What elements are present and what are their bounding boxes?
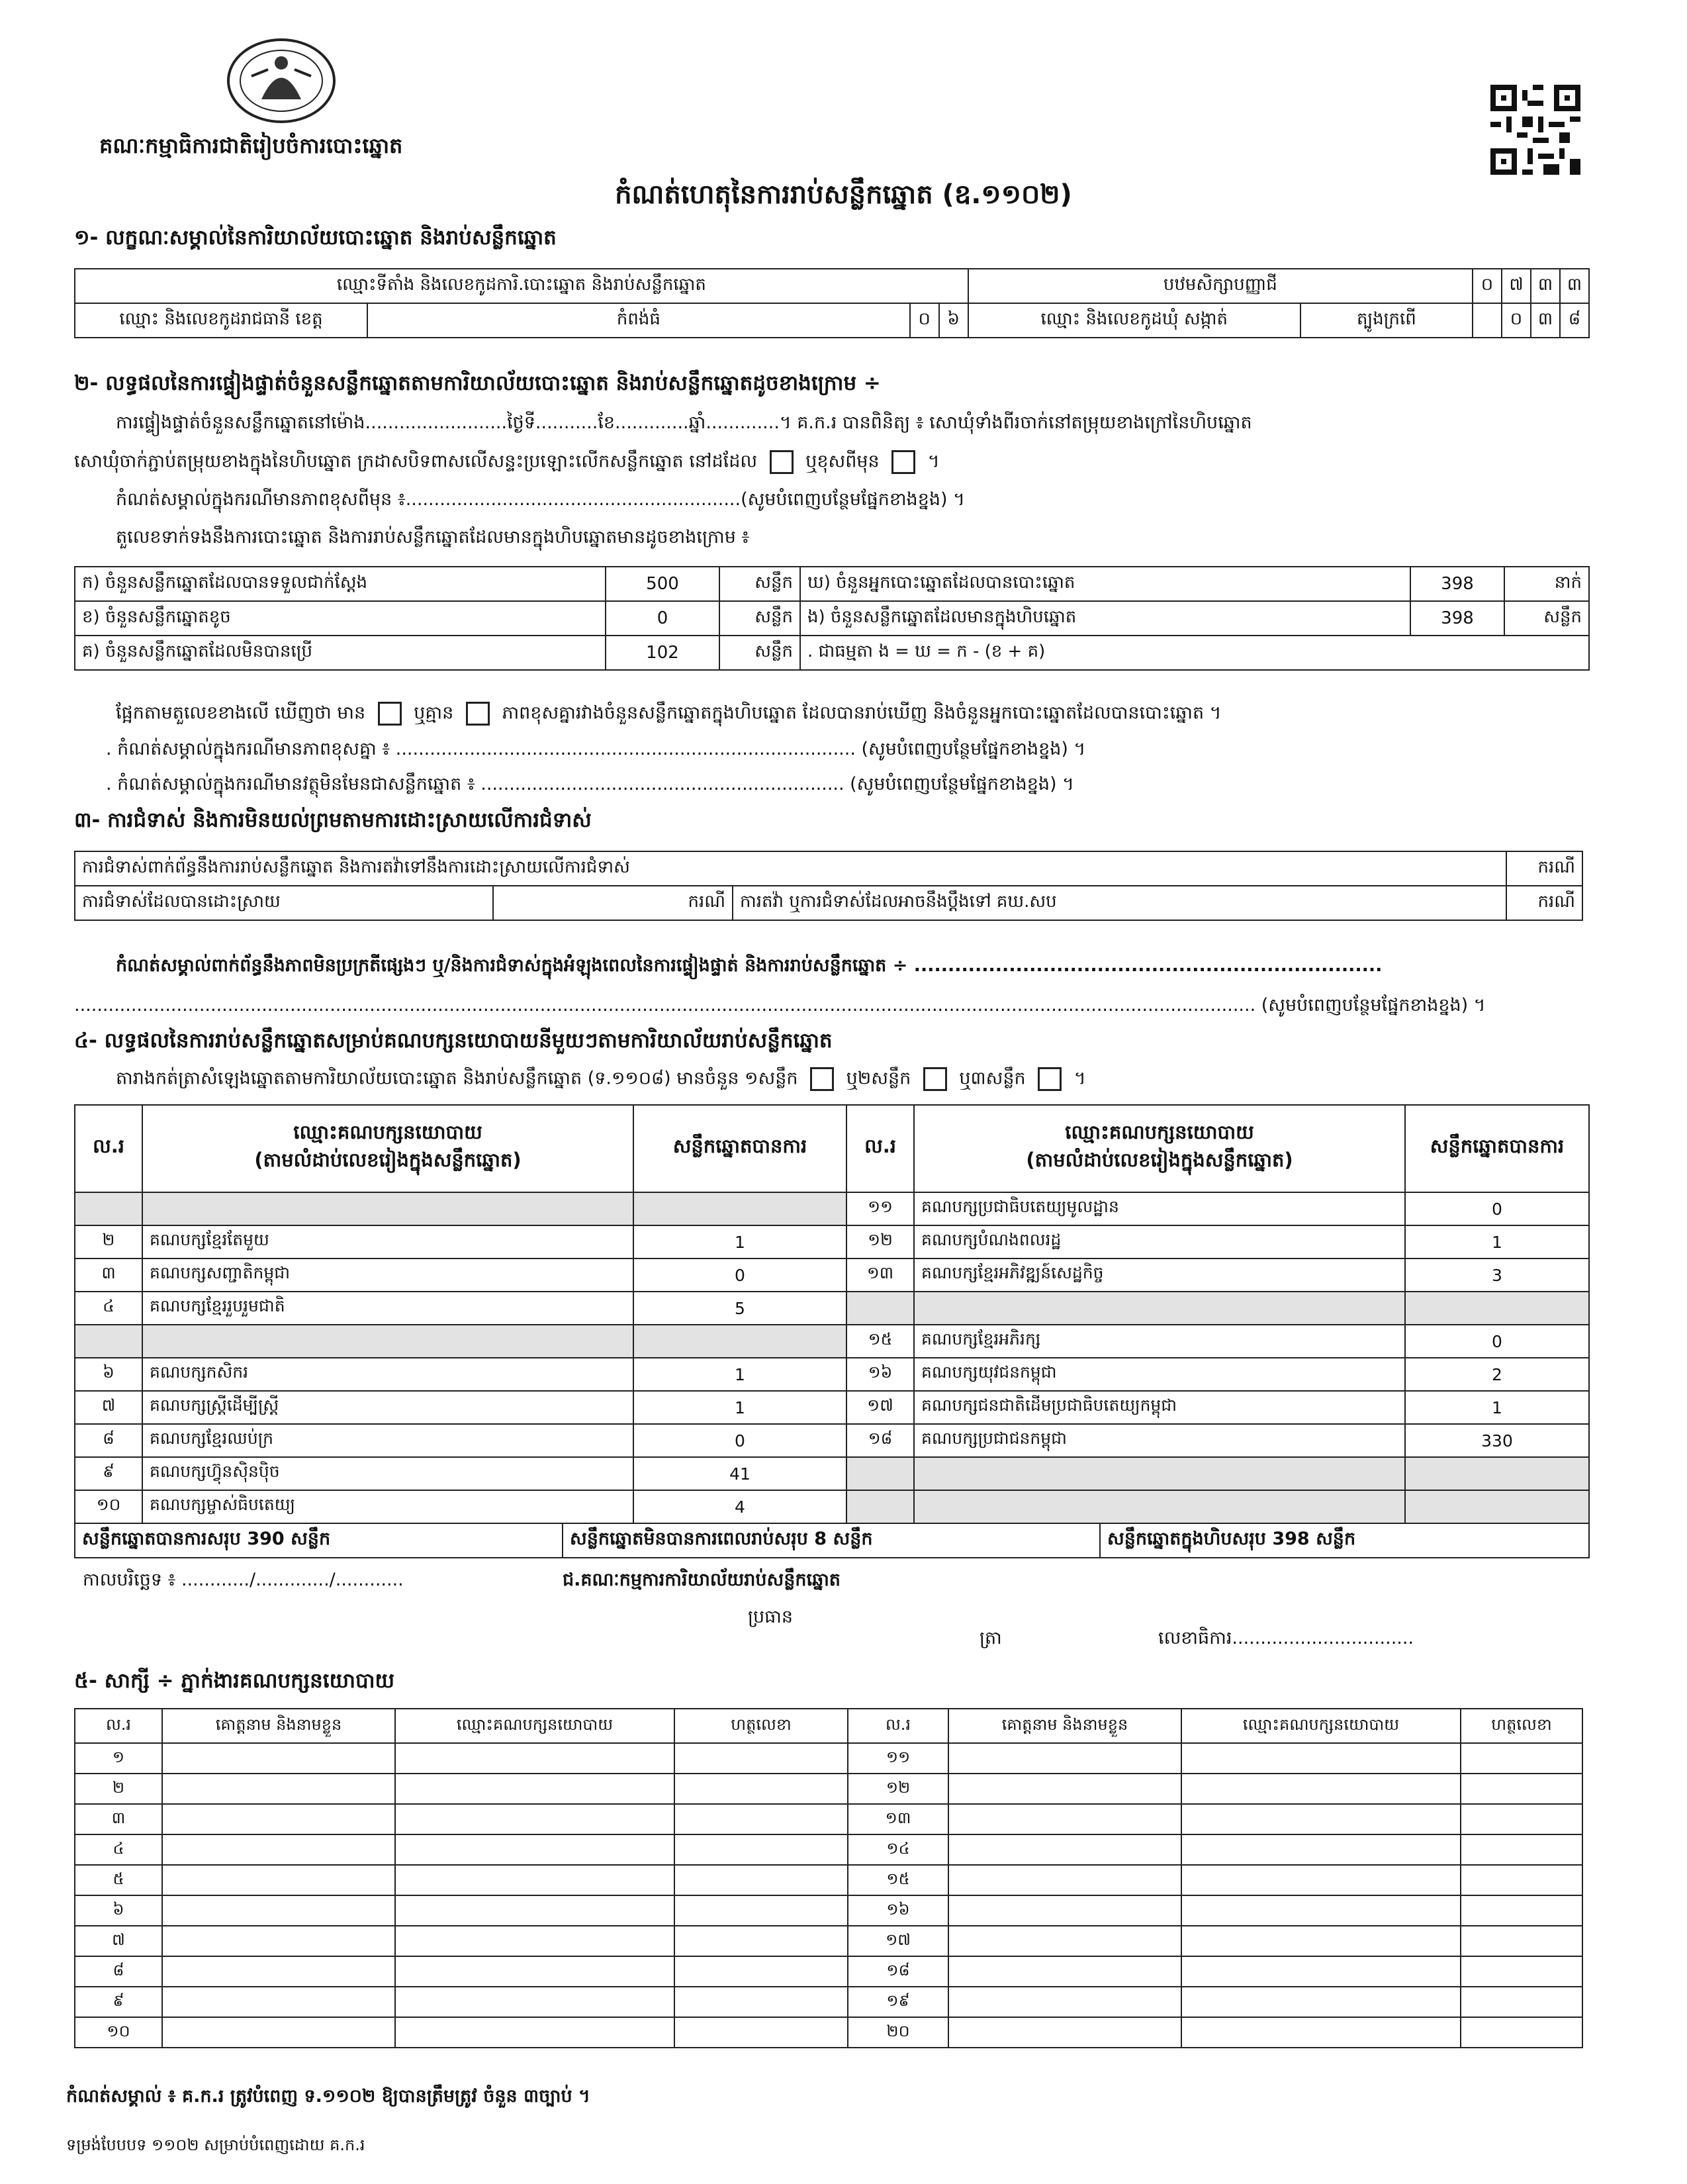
verification-time-line: ការផ្ទៀងផ្ទាត់ចំនួនសន្លឹកឆ្នោតនៅម៉ោង.........................ថ្ងៃទី...........ខែ.............ឆ្នាំ.............។ គ.ក.រ បានពិនិត្យ ៖ សោឃុំទាំងពីរចាក់នៅតម្រុយខាងក្រៅនៃហិបឆ្នោត — [116, 412, 1252, 433]
complaints-table — [74, 851, 1583, 921]
province-code-digit: ៦ — [939, 303, 968, 338]
party-number: ១១ — [846, 1192, 914, 1225]
party-name: គណបក្សកសិករ — [142, 1358, 633, 1391]
count-label: ឃ) ចំនួនអ្នកបោះឆ្នោតដែលបានបោះឆ្នោត — [800, 567, 1410, 601]
witness-signature-cell[interactable] — [1461, 1956, 1582, 1987]
witness-name-cell[interactable] — [948, 1834, 1181, 1865]
witness-party-cell[interactable] — [395, 1774, 674, 1804]
witness-name-cell[interactable] — [948, 1865, 1181, 1895]
witness-col-party: ឈ្មោះគណបក្សនយោបាយ — [1181, 1709, 1461, 1743]
party-name: គណបក្សស្ត្រីដើម្បីស្ត្រី — [142, 1391, 633, 1424]
party-votes: 330 — [1405, 1424, 1589, 1457]
complaints-related-label: ការជំទាស់ពាក់ព័ន្ធនឹងការរាប់សន្លឹកឆ្នោត និងការតវ៉ាទៅនឹងការដោះស្រាយលើការជំទាស់ — [75, 851, 1506, 886]
witness-party-cell[interactable] — [395, 2017, 674, 2048]
witness-row — [75, 1743, 1582, 1774]
irregularity-note-continuation: ................................................................................................................................................................................................................ (សូមបំពេញបន្ថែមផ្នែកខាងខ្នង) ។ — [74, 995, 1486, 1016]
witness-signature-cell[interactable] — [674, 1895, 848, 1926]
form-title: កំណត់ហេតុនៃការរាប់សន្លឹកឆ្នោត (ឧ.១១០២) — [615, 179, 1072, 210]
witness-party-cell[interactable] — [1181, 1834, 1461, 1865]
witness-number: ២ — [75, 1774, 162, 1804]
party-votes: 0 — [1405, 1325, 1589, 1358]
three-sheets-checkbox[interactable] — [1038, 1067, 1062, 1091]
col-party-header: ឈ្មោះគណបក្សនយោបាយ (តាមលំដាប់លេខរៀងក្នុងសន្លឹកឆ្នោត) — [142, 1105, 633, 1192]
case-unit: ករណី — [493, 886, 733, 920]
party-number — [846, 1292, 914, 1325]
witness-row — [75, 1804, 1582, 1834]
difference-remark-line: . កំណត់សម្គាល់ក្នុងករណីមានភាពខុសគ្នា ៖ ................................................................................. (សូមបំពេញបន្ថែមផ្នែកខាងខ្នង) ។ — [106, 739, 1086, 759]
count-value: 102 — [606, 636, 719, 670]
witness-col-no: ល.រ — [848, 1709, 948, 1743]
count-unit: នាក់ — [1504, 567, 1589, 601]
count-formula: . ជាធម្មតា ង = ឃ = ក - (ខ + គ) — [800, 636, 1589, 670]
witness-signature-cell[interactable] — [674, 1774, 848, 1804]
witness-col-signature: ហត្ថលេខា — [1461, 1709, 1582, 1743]
witness-number: ៧ — [75, 1926, 162, 1956]
count-label: ង) ចំនួនសន្លឹកឆ្នោតដែលមានក្នុងហិបឆ្នោត — [800, 601, 1410, 636]
witness-party-cell[interactable] — [1181, 1804, 1461, 1834]
witness-party-cell[interactable] — [1181, 2017, 1461, 2048]
witness-signature-cell[interactable] — [1461, 1774, 1582, 1804]
party-votes — [633, 1325, 846, 1358]
witness-number: ៣ — [75, 1804, 162, 1834]
count-value: 398 — [1410, 567, 1504, 601]
witness-signature-cell[interactable] — [674, 1865, 848, 1895]
party-result-row — [75, 1490, 1589, 1523]
section3-heading: ៣- ការជំទាស់ និងការមិនយល់ព្រមតាមការដោះស្រាយលើការជំទាស់ — [74, 808, 592, 832]
commune-name: ត្បូងក្រពើ — [1300, 303, 1473, 338]
party-number: ១០ — [75, 1490, 142, 1523]
witness-name-cell[interactable] — [948, 1895, 1181, 1926]
total-valid-ballots: សន្លឹកឆ្នោតបានការសរុប 390 សន្លឹក — [75, 1523, 563, 1558]
station-identity-table — [74, 268, 1590, 338]
witness-row — [75, 1956, 1582, 1987]
witness-number: ១១ — [848, 1743, 948, 1774]
party-votes: 0 — [1405, 1192, 1589, 1225]
party-name: គណបក្សម្ចាស់ធិបតេយ្យ — [142, 1490, 633, 1523]
witness-col-signature: ហត្ថលេខា — [674, 1709, 848, 1743]
witness-col-name: គោត្តនាម និងនាមខ្លួន — [948, 1709, 1181, 1743]
one-sheet-checkbox[interactable] — [810, 1067, 834, 1091]
witness-signature-cell[interactable] — [674, 1834, 848, 1865]
party-name — [914, 1457, 1405, 1490]
witness-number: ៦ — [75, 1895, 162, 1926]
witness-signature-cell[interactable] — [1461, 1926, 1582, 1956]
ballot-count-table — [74, 566, 1590, 671]
party-votes: 4 — [633, 1490, 846, 1523]
witness-number: ១៨ — [848, 1956, 948, 1987]
party-number: ១៧ — [846, 1391, 914, 1424]
witness-party-cell[interactable] — [395, 1804, 674, 1834]
party-number: ១៨ — [846, 1424, 914, 1457]
party-number — [846, 1490, 914, 1523]
province-name: កំពង់ធំ — [367, 303, 910, 338]
witness-signature-cell[interactable] — [674, 1926, 848, 1956]
col-no-header: ល.រ — [75, 1105, 142, 1192]
witness-party-cell[interactable] — [395, 1895, 674, 1926]
party-name: គណបក្សសញ្ជាតិកម្ពុជា — [142, 1258, 633, 1292]
witness-signature-cell[interactable] — [674, 1956, 848, 1987]
changed-checkbox[interactable] — [891, 450, 915, 474]
party-votes: 1 — [633, 1225, 846, 1258]
party-votes: 0 — [633, 1424, 846, 1457]
witness-party-cell[interactable] — [1181, 1926, 1461, 1956]
appeal-complaints-label: ការតវ៉ា ឬការជំទាស់ដែលអាចនឹងប្តឹងទៅ គឃ.សប — [733, 886, 1506, 920]
witness-signature-cell[interactable] — [674, 1743, 848, 1774]
party-name: គណបក្សខ្មែរឈប់ក្រ — [142, 1424, 633, 1457]
witness-col-party: ឈ្មោះគណបក្សនយោបាយ — [395, 1709, 674, 1743]
totals-table — [74, 1523, 1590, 1558]
count-unit: សន្លឹក — [719, 636, 800, 670]
witness-name-cell[interactable] — [162, 1834, 395, 1865]
party-result-row — [75, 1192, 1589, 1225]
witness-number: ១ — [75, 1743, 162, 1774]
count-label: ក) ចំនួនសន្លឹកឆ្នោតដែលបានទទួលជាក់ស្តែង — [75, 567, 606, 601]
party-result-row — [75, 1258, 1589, 1292]
party-number: ១៣ — [846, 1258, 914, 1292]
nec-logo-seal — [225, 36, 338, 126]
party-votes: 1 — [633, 1358, 846, 1391]
party-votes: 1 — [633, 1391, 846, 1424]
witness-number: ៨ — [75, 1956, 162, 1987]
party-votes: 1 — [1405, 1225, 1589, 1258]
province-code-digit: ០ — [910, 303, 939, 338]
committee-line: ជ.គណៈកម្មការការិយាល័យរាប់សន្លឹកឆ្នោត — [563, 1570, 841, 1590]
witness-signature-cell[interactable] — [1461, 1834, 1582, 1865]
stamp-label: ត្រា — [980, 1628, 1002, 1648]
witness-row — [75, 2017, 1582, 2048]
party-result-row — [75, 1424, 1589, 1457]
witness-row — [75, 1926, 1582, 1956]
witness-table — [74, 1708, 1583, 2048]
witness-signature-cell[interactable] — [1461, 1743, 1582, 1774]
witness-signature-cell[interactable] — [674, 1804, 848, 1834]
section2-heading: ២- លទ្ធផលនៃការផ្ទៀងផ្ទាត់ចំនួនសន្លឹកឆ្នោតតាមការិយាល័យបោះឆ្នោត និងរាប់សន្លឹកឆ្នោតដូចខាងក្រោម ÷ — [74, 371, 881, 395]
witness-name-cell[interactable] — [162, 1926, 395, 1956]
total-invalid-ballots: សន្លឹកឆ្នោតមិនបានការពេលរាប់សរុប 8 សន្លឹក — [563, 1523, 1100, 1558]
witness-name-cell[interactable] — [948, 1743, 1181, 1774]
tally-sheet-line: តារាងកត់ត្រាសំឡេងឆ្នោតតាមការិយាល័យបោះឆ្នោត និងរាប់សន្លឹកឆ្នោត (ទ.១១០៨) មានចំនួន ១សន្លឹក ឬ២សន្លឹក ឬ៣សន្លឹក ។ — [116, 1067, 1086, 1094]
witness-col-no: ល.រ — [75, 1709, 162, 1743]
witness-party-cell[interactable] — [395, 1743, 674, 1774]
party-name: គណបក្សយុវជនកម្ពុជា — [914, 1358, 1405, 1391]
witness-number: ១៦ — [848, 1895, 948, 1926]
seal-status-line: សោឃុំចាក់ភ្ជាប់តម្រុយខាងក្នុងនៃហិបឆ្នោត ក្រដាសបិទពាសលើសន្ទះប្រឡោះលើកសន្លឹកឆ្នោត នៅដដែល ឬខុសពីមុន ។ — [74, 450, 940, 477]
party-votes: 0 — [633, 1258, 846, 1292]
party-number: ១២ — [846, 1225, 914, 1258]
party-name — [142, 1192, 633, 1225]
unchanged-checkbox[interactable] — [770, 450, 794, 474]
witness-name-cell[interactable] — [948, 2017, 1181, 2048]
witness-party-cell[interactable] — [1181, 1774, 1461, 1804]
commune-code-digit: ០ — [1502, 303, 1531, 338]
witness-name-cell[interactable] — [162, 1987, 395, 2017]
station-code-digit: ៧ — [1502, 269, 1531, 303]
col-no-header: ល.រ — [846, 1105, 914, 1192]
party-number — [75, 1325, 142, 1358]
party-number: ១៦ — [846, 1358, 914, 1391]
party-name: គណបក្សហ៊្វុនស៊ិនប៉ិច — [142, 1457, 633, 1490]
party-number: ៩ — [75, 1457, 142, 1490]
witness-name-cell[interactable] — [162, 1804, 395, 1834]
party-result-row — [75, 1358, 1589, 1391]
party-votes — [1405, 1490, 1589, 1523]
witness-number: ១៣ — [848, 1804, 948, 1834]
two-sheets-checkbox[interactable] — [923, 1067, 947, 1091]
party-result-row — [75, 1325, 1589, 1358]
irregularity-note-line: កំណត់សម្គាល់ពាក់ព័ន្ធនឹងភាពមិនប្រក្រតីផ្សេងៗ ឬ/និងការជំទាស់ក្នុងអំឡុងពេលនៃការផ្ទៀងផ្ទាត់ និងការរាប់សន្លឹកឆ្នោត ÷ ..................................................................... — [116, 955, 1383, 976]
witness-name-cell[interactable] — [948, 1926, 1181, 1956]
witness-party-cell[interactable] — [1181, 1743, 1461, 1774]
party-votes: 3 — [1405, 1258, 1589, 1292]
footer-note: កំណត់សម្គាល់ ៖ គ.ក.រ ត្រូវបំពេញ ទ.១១០២ ឱ្យបានត្រឹមត្រូវ ចំនួន ៣ច្បាប់ ។ — [66, 2086, 590, 2107]
witness-number: ៥ — [75, 1865, 162, 1895]
col-votes-header: សន្លឹកឆ្នោតបានការ — [1405, 1105, 1589, 1192]
witness-signature-cell[interactable] — [1461, 2017, 1582, 2048]
party-name — [142, 1325, 633, 1358]
witness-number: ១៧ — [848, 1926, 948, 1956]
witness-party-cell[interactable] — [1181, 1956, 1461, 1987]
witness-name-cell[interactable] — [162, 1865, 395, 1895]
party-name: គណបក្សខ្មែរអភិរក្ស — [914, 1325, 1405, 1358]
party-results-table — [74, 1104, 1590, 1524]
witness-name-cell[interactable] — [948, 1804, 1181, 1834]
section1-heading: ១- លក្ខណៈសម្គាល់នៃការិយាល័យបោះឆ្នោត និងរាប់សន្លឹកឆ្នោត — [74, 226, 557, 250]
witness-party-cell[interactable] — [395, 1956, 674, 1987]
case-unit: ករណី — [1506, 886, 1582, 920]
witness-col-name: គោត្តនាម និងនាមខ្លួន — [162, 1709, 395, 1743]
witness-row — [75, 1987, 1582, 2017]
party-name: គណបក្សខ្មែរអភិវឌ្ឍន៍សេដ្ឋកិច្ច — [914, 1258, 1405, 1292]
witness-number: ១២ — [848, 1774, 948, 1804]
witness-number: ២០ — [848, 2017, 948, 2048]
count-value: 0 — [606, 601, 719, 636]
form-id: ទម្រង់បែបបទ ១១០២ សម្រាប់បំពេញដោយ គ.ក.រ — [66, 2136, 365, 2154]
count-unit: សន្លឹក — [719, 567, 800, 601]
secretary-line: លេខាធិការ................................ — [1158, 1628, 1414, 1648]
party-name: គណបក្សជនជាតិដើមប្រជាធិបតេយ្យកម្ពុជា — [914, 1391, 1405, 1424]
party-name — [914, 1292, 1405, 1325]
col-party-header: ឈ្មោះគណបក្សនយោបាយ (តាមលំដាប់លេខរៀងក្នុងសន្លឹកឆ្នោត) — [914, 1105, 1405, 1192]
party-votes — [1405, 1457, 1589, 1490]
section5-heading: ៥- សាក្សី ÷ ភ្នាក់ងារគណបក្សនយោបាយ — [74, 1669, 394, 1693]
party-votes — [1405, 1292, 1589, 1325]
party-number: ៤ — [75, 1292, 142, 1325]
witness-party-cell[interactable] — [395, 1987, 674, 2017]
party-number: ៦ — [75, 1358, 142, 1391]
witness-name-cell[interactable] — [162, 1774, 395, 1804]
qr-code — [1490, 85, 1580, 175]
witness-signature-cell[interactable] — [1461, 1987, 1582, 2017]
station-code-digit: ៣ — [1560, 269, 1589, 303]
count-value: 398 — [1410, 601, 1504, 636]
witness-name-cell[interactable] — [162, 1743, 395, 1774]
party-votes: 2 — [1405, 1358, 1589, 1391]
party-number: ៨ — [75, 1424, 142, 1457]
party-name: គណបក្សបំណងពលរដ្ឋ — [914, 1225, 1405, 1258]
witness-party-cell[interactable] — [1181, 1865, 1461, 1895]
witness-name-cell[interactable] — [948, 1987, 1181, 2017]
witness-signature-cell[interactable] — [1461, 1895, 1582, 1926]
count-unit: សន្លឹក — [719, 601, 800, 636]
witness-row — [75, 1895, 1582, 1926]
party-number: ២ — [75, 1225, 142, 1258]
party-name — [914, 1490, 1405, 1523]
resolved-complaints-label: ការជំទាស់ដែលបានដោះស្រាយ — [75, 886, 493, 920]
witness-name-cell[interactable] — [948, 1956, 1181, 1987]
discrepancy-line: ផ្អែកតាមតួលេខខាងលើ ឃើញថា មាន ឬគ្មាន ភាពខុសគ្នារវាងចំនួនសន្លឹកឆ្នោតក្នុងហិបឆ្នោត ដែលបានរាប់ឃើញ និងចំនួនអ្នកបោះឆ្នោតដែលបានបោះឆ្នោត ។ — [116, 702, 1221, 728]
has-difference-checkbox[interactable] — [378, 702, 402, 726]
section4-heading: ៤- លទ្ធផលនៃការរាប់សន្លឹកឆ្នោតសម្រាប់គណបក្សនយោបាយនីមួយៗតាមការិយាល័យរាប់សន្លឹកឆ្នោត — [74, 1029, 833, 1053]
date-line: កាលបរិច្ឆេទ ៖ ............/............./............ — [83, 1570, 404, 1590]
witness-party-cell[interactable] — [1181, 1987, 1461, 2017]
party-result-row — [75, 1457, 1589, 1490]
party-number: ១៥ — [846, 1325, 914, 1358]
foreign-object-remark-line: . កំណត់សម្គាល់ក្នុងករណីមានវត្ថុមិនមែនជាសន្លឹកឆ្នោត ៖ ................................................................ (សូមបំពេញបន្ថែមផ្នែកខាងខ្នង) ។ — [106, 774, 1074, 794]
station-label: ឈ្មោះទីតាំង និងលេខកូដការិ.បោះឆ្នោត និងរាប់សន្លឹកឆ្នោត — [75, 269, 968, 303]
commune-code-digit: ៣ — [1531, 303, 1560, 338]
case-unit: ករណី — [1506, 851, 1582, 886]
party-votes: 1 — [1405, 1391, 1589, 1424]
witness-party-cell[interactable] — [395, 1926, 674, 1956]
commune-label: ឈ្មោះ និងលេខកូដឃុំ សង្កាត់ — [968, 303, 1300, 338]
party-name: គណបក្សប្រជាធិបតេយ្យមូលដ្ឋាន — [914, 1192, 1405, 1225]
party-result-row — [75, 1292, 1589, 1325]
witness-party-cell[interactable] — [395, 1834, 674, 1865]
org-name: គណៈកម្មាធិការជាតិរៀបចំការបោះឆ្នោត — [99, 133, 403, 158]
witness-party-cell[interactable] — [1181, 1895, 1461, 1926]
witness-signature-cell[interactable] — [674, 2017, 848, 2048]
count-label: គ) ចំនួនសន្លឹកឆ្នោតដែលមិនបានប្រើ — [75, 636, 606, 670]
no-difference-checkbox[interactable] — [466, 702, 490, 726]
witness-name-cell[interactable] — [162, 1956, 395, 1987]
witness-signature-cell[interactable] — [1461, 1865, 1582, 1895]
witness-number: ៤ — [75, 1834, 162, 1865]
witness-name-cell[interactable] — [948, 1774, 1181, 1804]
witness-row — [75, 1774, 1582, 1804]
witness-number: ១៥ — [848, 1865, 948, 1895]
party-name: គណបក្សប្រជាជនកម្ពុជា — [914, 1424, 1405, 1457]
witness-signature-cell[interactable] — [1461, 1804, 1582, 1834]
witness-row — [75, 1834, 1582, 1865]
station-code-digit: ៣ — [1531, 269, 1560, 303]
party-name: គណបក្សខ្មែររួបរួមជាតិ — [142, 1292, 633, 1325]
witness-number: ១៩ — [848, 1987, 948, 2017]
witness-name-cell[interactable] — [162, 2017, 395, 2048]
count-unit: សន្លឹក — [1504, 601, 1589, 636]
party-number — [846, 1457, 914, 1490]
party-votes: 41 — [633, 1457, 846, 1490]
party-name: គណបក្សខ្មែរតែមួយ — [142, 1225, 633, 1258]
party-number — [75, 1192, 142, 1225]
party-votes: 5 — [633, 1292, 846, 1325]
witness-number: ៩ — [75, 1987, 162, 2017]
commune-code-digit: ៨ — [1560, 303, 1589, 338]
witness-party-cell[interactable] — [395, 1865, 674, 1895]
witness-number: ១៤ — [848, 1834, 948, 1865]
witness-number: ១០ — [75, 2017, 162, 2048]
station-name: បឋមសិក្សាបញ្ញាជី — [968, 269, 1473, 303]
count-value: 500 — [606, 567, 719, 601]
chair-label: ប្រធាន — [748, 1607, 794, 1627]
witness-row — [75, 1865, 1582, 1895]
witness-name-cell[interactable] — [162, 1895, 395, 1926]
party-number: ៧ — [75, 1391, 142, 1424]
party-votes — [633, 1192, 846, 1225]
province-label: ឈ្មោះ និងលេខកូដរាជធានី ខេត្ត — [75, 303, 367, 338]
party-number: ៣ — [75, 1258, 142, 1292]
party-result-row — [75, 1391, 1589, 1424]
party-result-row — [75, 1225, 1589, 1258]
count-label: ខ) ចំនួនសន្លឹកឆ្នោតខូច — [75, 601, 606, 636]
total-ballots-in-box: សន្លឹកឆ្នោតក្នុងហិបសរុប 398 សន្លឹក — [1100, 1523, 1589, 1558]
witness-signature-cell[interactable] — [674, 1987, 848, 2017]
col-votes-header: សន្លឹកឆ្នោតបានការ — [633, 1105, 846, 1192]
station-code-digit: ០ — [1473, 269, 1502, 303]
figures-intro-line: តួលេខទាក់ទងនឹងការបោះឆ្នោត និងការរាប់សន្លឹកឆ្នោតដែលមានក្នុងហិបឆ្នោតមានដូចខាងក្រោម ៖ — [116, 527, 750, 547]
difference-note-line: កំណត់សម្គាល់ក្នុងករណីមានភាពខុសពីមុន ៖...........................................................(សូមបំពេញបន្ថែមផ្នែកខាងខ្នង) ។ — [116, 489, 965, 510]
